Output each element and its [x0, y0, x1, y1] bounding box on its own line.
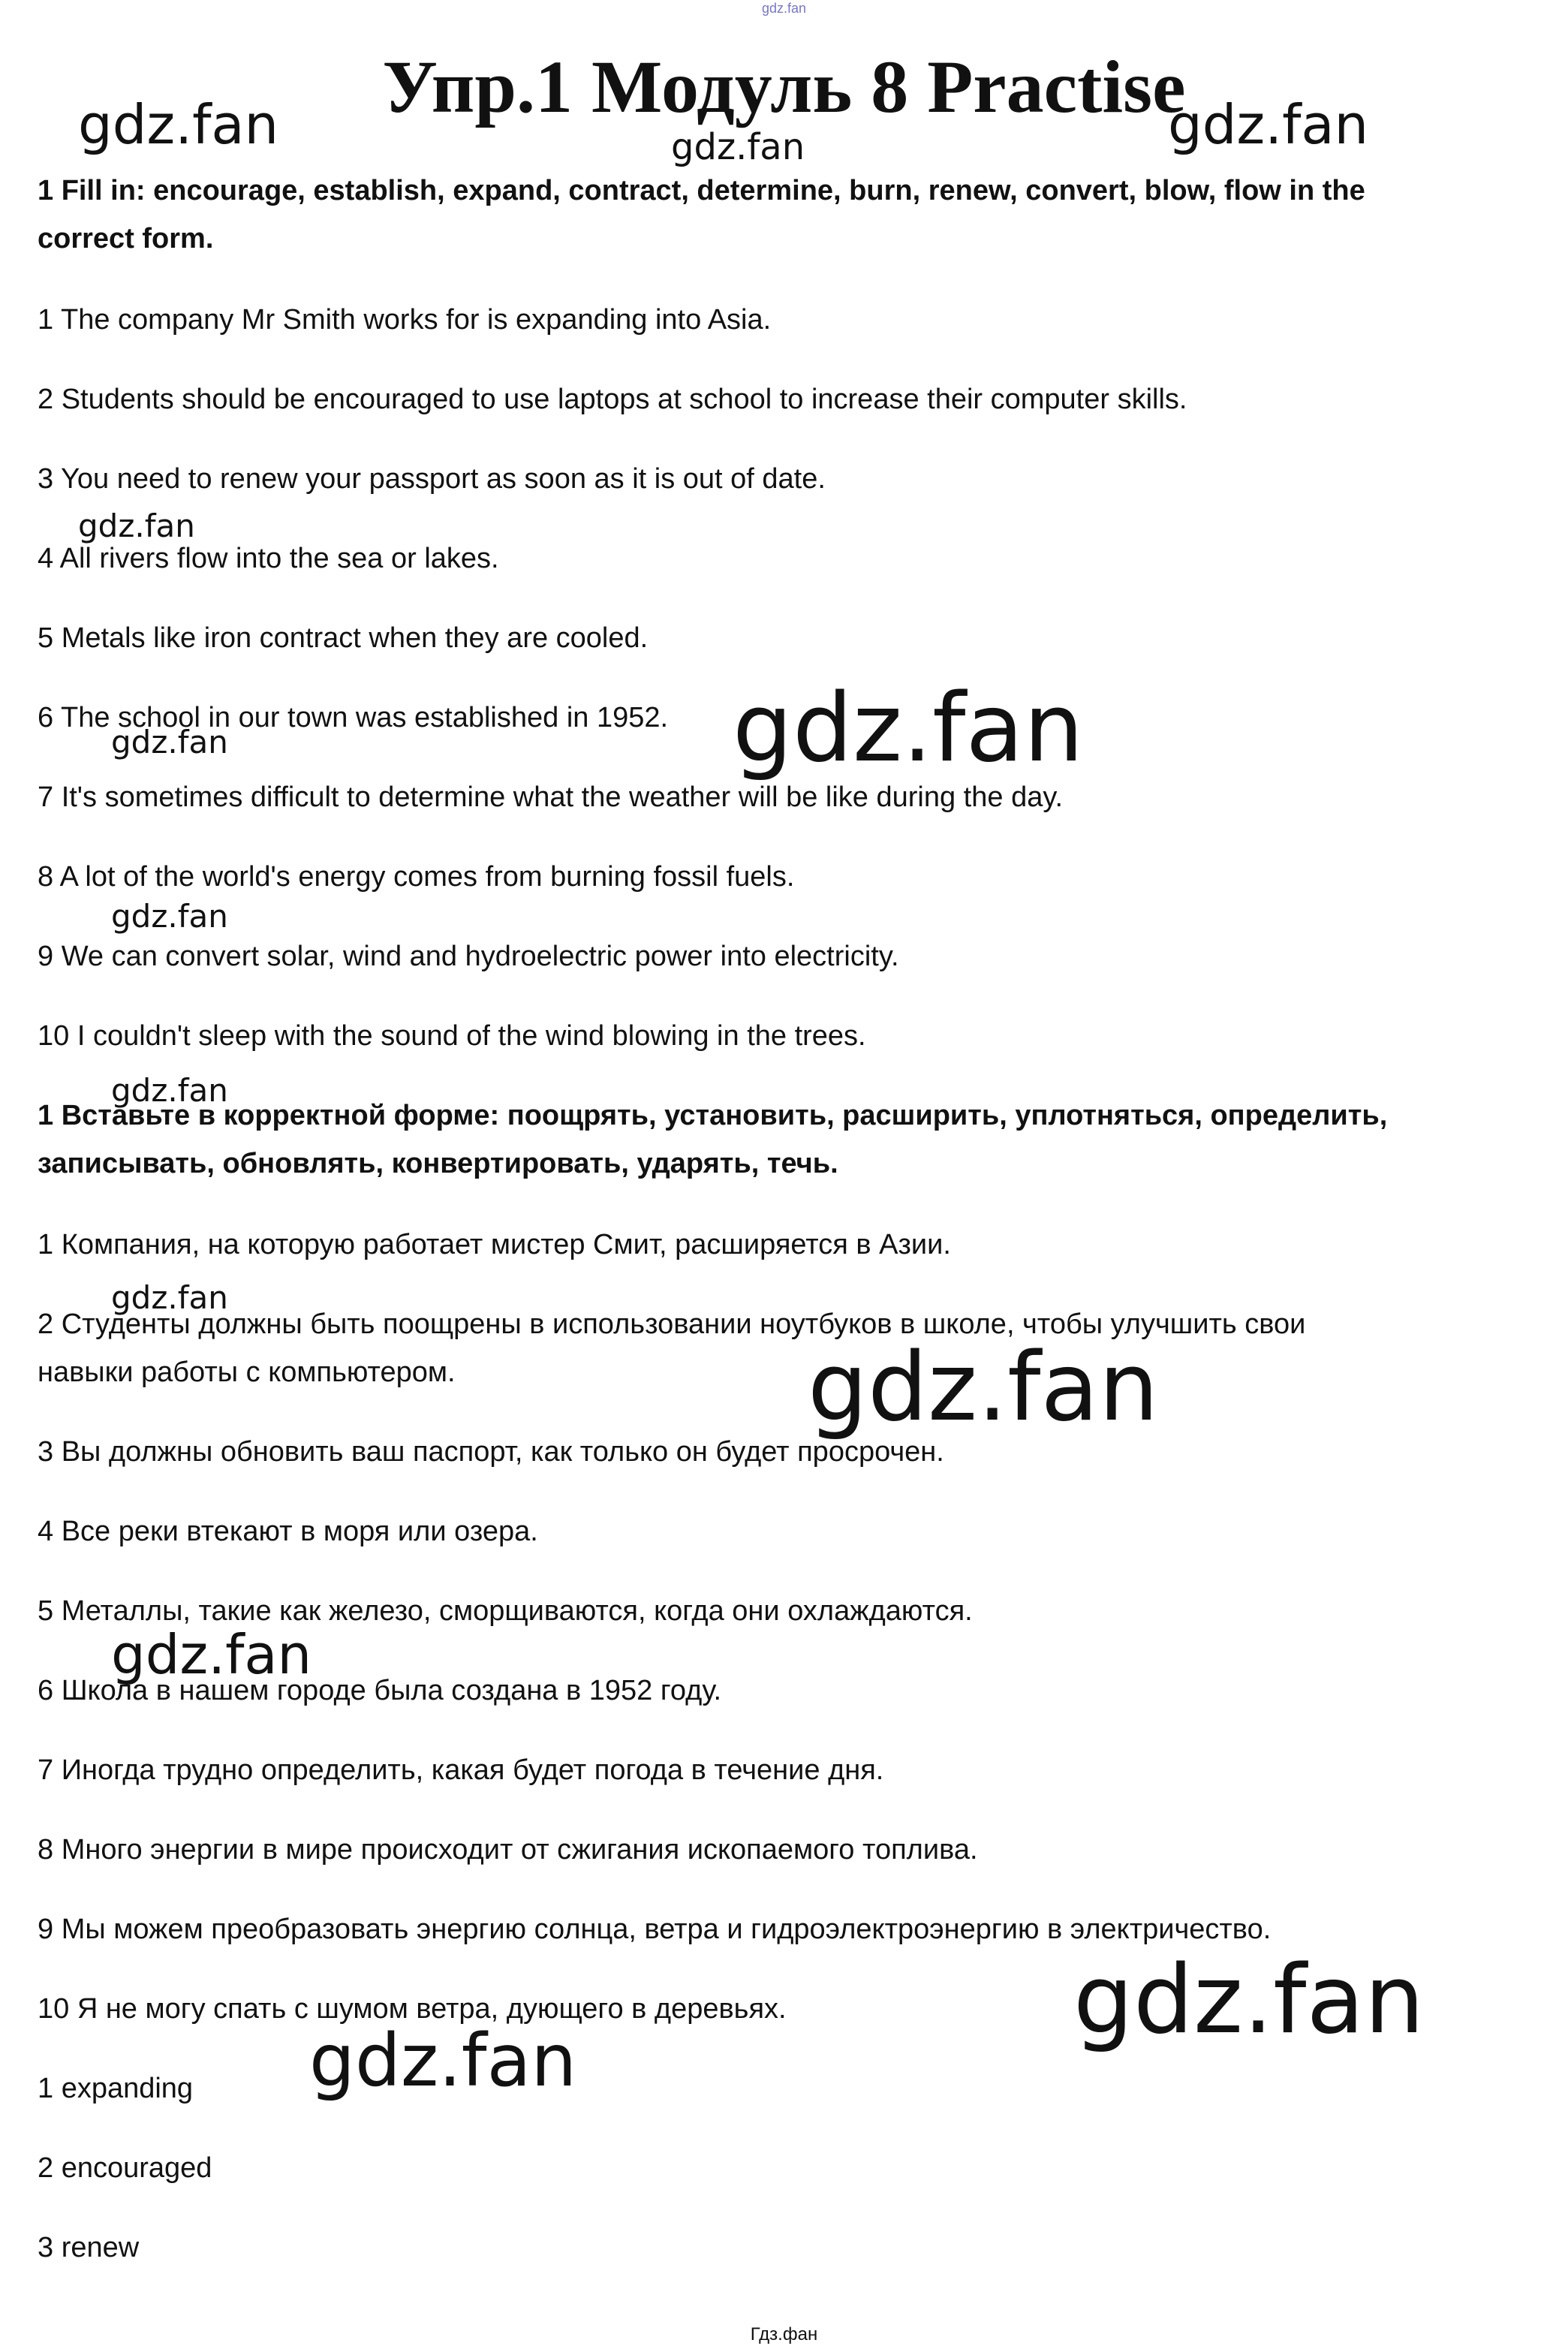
watermark: gdz.fan — [111, 1279, 228, 1316]
top-watermark: gdz.fan — [761, 1, 807, 16]
english-sentence-2: 2 Students should be encouraged to use laptops at school to increase their computer skills. — [38, 384, 1187, 415]
english-instruction-cont: correct form. — [38, 223, 214, 254]
english-sentence-5: 5 Metals like iron contract when they are cooled. — [38, 622, 649, 654]
english-sentence-10: 10 I couldn't sleep with the sound of the wind blowing in the trees. — [38, 1020, 866, 1052]
watermark: gdz.fan — [78, 507, 195, 544]
watermark: gdz.fan — [1073, 1944, 1425, 2055]
english-instruction: 1 Fill in: encourage, establish, expand, contract, determine, burn, renew, convert, blow, flow in the — [38, 175, 1365, 206]
russian-sentence-3: 3 Вы должны обновить ваш паспорт, как только он будет просрочен. — [38, 1436, 944, 1468]
russian-sentence-6: 6 Школа в нашем городе была создана в 1952 году. — [38, 1675, 722, 1706]
russian-sentence-8: 8 Много энергии в мире происходит от сжигания ископаемого топлива. — [38, 1834, 978, 1866]
russian-instruction-cont: записывать, обновлять, конвертировать, ударять, течь. — [38, 1148, 838, 1179]
english-sentence-1: 1 The company Mr Smith works for is expanding into Asia. — [38, 304, 772, 336]
footer-text: Гдз.фан — [750, 2324, 818, 2344]
watermark: gdz.fan — [111, 724, 228, 760]
watermark: gdz.fan — [111, 898, 228, 935]
watermark: gdz.fan — [671, 126, 805, 168]
answer-1: 1 expanding — [38, 2073, 194, 2104]
english-sentence-3: 3 You need to renew your passport as soon as it is out of date. — [38, 463, 826, 495]
russian-sentence-7: 7 Иногда трудно определить, какая будет погода в течение дня. — [38, 1754, 884, 1786]
watermark: gdz.fan — [111, 1623, 312, 1686]
watermark: gdz.fan — [309, 2019, 577, 2103]
english-sentence-8: 8 A lot of the world's energy comes from burning fossil fuels. — [38, 861, 795, 893]
page-title: Упр.1 Модуль 8 Practise — [382, 45, 1186, 128]
russian-sentence-5: 5 Металлы, такие как железо, сморщиваются, когда они охлаждаются. — [38, 1595, 973, 1627]
watermark: gdz.fan — [111, 1072, 228, 1109]
english-sentence-9: 9 We can convert solar, wind and hydroelectric power into electricity. — [38, 941, 899, 972]
russian-sentence-2: 2 Студенты должны быть поощрены в использовании ноутбуков в школе, чтобы улучшить свои — [38, 1309, 1306, 1340]
russian-sentence-1: 1 Компания, на которую работает мистер Смит, расширяется в Азии. — [38, 1229, 951, 1260]
russian-instruction: 1 Вставьте в корректной форме: поощрять, установить, расширить, уплотняться, определить, — [38, 1100, 1388, 1131]
russian-sentence-2-cont: навыки работы с компьютером. — [38, 1357, 456, 1388]
answer-2: 2 encouraged — [38, 2152, 212, 2184]
watermark: gdz.fan — [78, 93, 279, 156]
russian-sentence-10: 10 Я не могу спать с шумом ветра, дующего в деревьях. — [38, 1993, 787, 2025]
watermark: gdz.fan — [808, 1332, 1159, 1442]
english-sentence-7: 7 It's sometimes difficult to determine what the weather will be like during the day. — [38, 781, 1064, 813]
english-sentence-4: 4 All rivers flow into the sea or lakes. — [38, 543, 499, 574]
watermark: gdz.fan — [733, 673, 1084, 783]
russian-sentence-9: 9 Мы можем преобразовать энергию солнца, ветра и гидроэлектроэнергию в электричество. — [38, 1914, 1272, 1945]
english-sentence-6: 6 The school in our town was established in 1952. — [38, 702, 669, 733]
russian-sentence-4: 4 Все реки втекают в моря или озера. — [38, 1516, 538, 1547]
watermark: gdz.fan — [1168, 93, 1369, 156]
answer-3: 3 renew — [38, 2232, 140, 2263]
